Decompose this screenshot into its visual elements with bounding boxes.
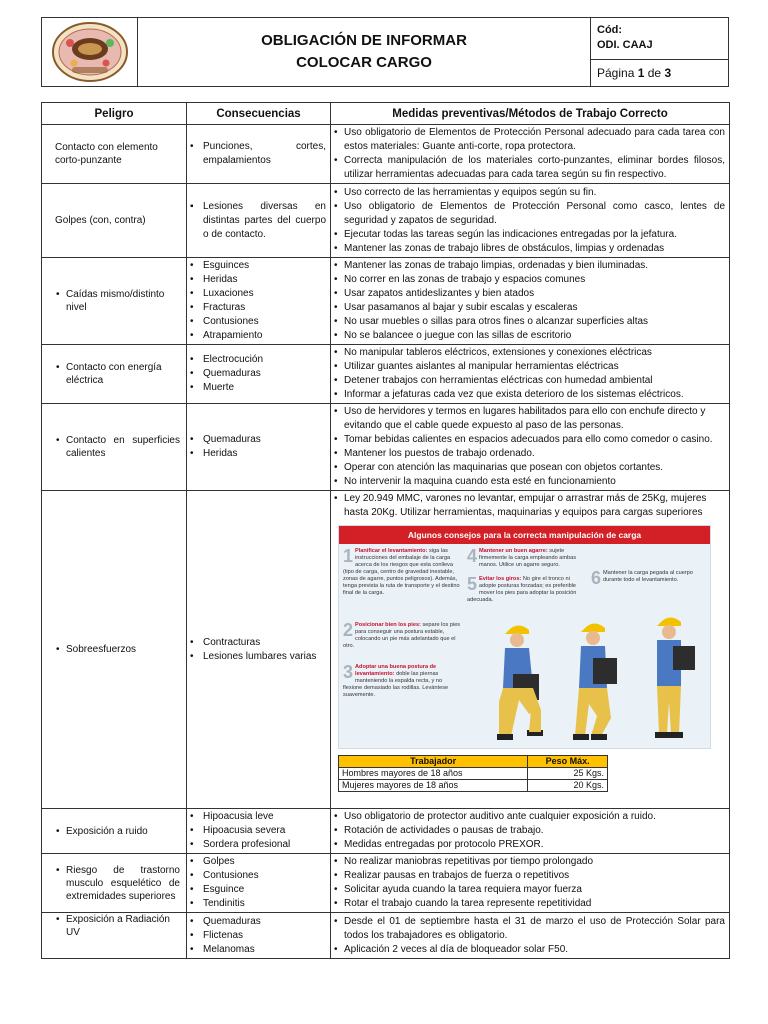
list-item: • Solicitar ayuda cuando la tarea requiera mayor fuerza <box>333 883 725 897</box>
document-title <box>138 18 591 86</box>
list-item: • Informar a jefaturas cada vez que exista deterioro de los sistemas eléctricos. <box>333 388 725 402</box>
peligro-cell: Golpes (con, contra) <box>42 184 187 258</box>
trabajador-cell: Mujeres mayores de 18 años <box>339 780 528 792</box>
list-item: • Operar con atención las maquinarias que posean con objetos cortantes. <box>333 461 725 475</box>
list-item: • Uso correcto de las herramientas y equipos según su fin. <box>333 186 725 200</box>
list-item: • Utilizar guantes aislantes al manipular herramientas eléctricas <box>333 360 725 374</box>
list-item: • Mantener los puestos de trabajo ordenado. <box>333 447 725 461</box>
list-item: • Esguince <box>189 883 326 897</box>
list-item: • Ley 20.949 MMC, varones no levantar, empujar o arrastrar más de 25Kg, mujeres hasta 20Kg. Utilizar herramientas, maquinarias y equipos para cargas superiores <box>333 492 725 520</box>
list-item: • Mantener las zonas de trabajo limpias, ordenadas y bien iluminadas. <box>333 259 725 273</box>
logo-cell <box>42 18 138 86</box>
illustration-banner: Algunos consejos para la correcta manipulación de carga <box>339 526 710 544</box>
list-item: • Sobreesfuerzos <box>55 643 180 656</box>
list-item: • No se balancee o juegue con las sillas de escritorio <box>333 329 725 343</box>
code-value: ODI. CAAJ <box>597 39 653 51</box>
consecuencias-cell <box>187 258 331 345</box>
consecuencias-cell <box>187 125 331 184</box>
consecuencias-cell <box>187 854 331 913</box>
list-item: • Heridas <box>189 447 326 461</box>
risk-table <box>41 102 730 959</box>
list-item: • Uso obligatorio de protector auditivo ante cualquier exposición a ruido. <box>333 810 725 824</box>
list-item: • Exposición a Radiación UV <box>55 913 180 939</box>
list-item: • Usar zapatos antideslizantes y bien atados <box>333 287 725 301</box>
medidas-cell <box>331 491 730 809</box>
list-item: • Realizar pausas en trabajos de fuerza o repetitivos <box>333 869 725 883</box>
list-item: • Flictenas <box>189 929 326 943</box>
page-current: 1 <box>637 66 645 80</box>
table-row <box>42 404 730 491</box>
list-item: • Electrocución <box>189 353 326 367</box>
medidas-cell <box>331 913 730 959</box>
list-item: • Esguinces <box>189 259 326 273</box>
table-row <box>42 258 730 345</box>
list-item: • Quemaduras <box>189 915 326 929</box>
list-item: • Hipoacusia severa <box>189 824 326 838</box>
medidas-cell <box>331 809 730 854</box>
list-item: • Uso de hervidores y termos en lugares habilitados para ello con enchufe directo y evitando que el cable quede expuesto al paso de las personas. <box>333 405 725 433</box>
peligro-cell <box>42 809 187 854</box>
list-item: • No correr en las zonas de trabajo y espacios comunes <box>333 273 725 287</box>
list-item: • Correcta manipulación de los materiales corto-punzantes, eliminar bordes filosos, utilizar herramientas adecuadas para cada tarea según su fin respectivo. <box>333 154 725 182</box>
table-row <box>42 184 730 258</box>
peligro-cell <box>42 913 187 959</box>
peligro-cell: Contacto con elemento corto-punzante <box>42 125 187 184</box>
peligro-cell <box>42 345 187 404</box>
peso-header-row <box>339 756 608 768</box>
list-item: • Quemaduras <box>189 433 326 447</box>
peso-col-peso: Peso Máx. <box>528 756 608 768</box>
list-item: • Luxaciones <box>189 287 326 301</box>
page-indicator <box>591 60 728 86</box>
table-header-row <box>42 103 730 125</box>
list-item: • Aplicación 2 veces al día de bloqueador solar F50. <box>333 943 725 957</box>
consecuencias-cell <box>187 913 331 959</box>
tip-5: 5 Evitar los giros: No gire el tronco ni adopte posturas forzadas; es preferible mover los pies para adoptar la posición adecuada. <box>467 574 577 603</box>
worker-lifting-icon <box>563 618 633 743</box>
peligro-cell <box>42 491 187 809</box>
lifting-tips-illustration <box>338 525 711 749</box>
table-row <box>42 345 730 404</box>
peso-cell: 20 Kgs. <box>528 780 608 792</box>
peligro-cell <box>42 258 187 345</box>
list-item: • Ejecutar todas las tareas según las indicaciones entregadas por la jefatura. <box>333 228 725 242</box>
peso-cell: 25 Kgs. <box>528 768 608 780</box>
medidas-cell <box>331 854 730 913</box>
fine-print-line <box>41 97 729 100</box>
tip-3: 3 Adoptar una buena postura de levantamiento: doble las piernas manteniendo la espalda recta, y no flexione demasiado las rodillas. Levántese suavemente. <box>343 662 449 698</box>
peso-col-trabajador: Trabajador <box>339 756 528 768</box>
list-item: • No manipular tableros eléctricos, extensiones y conexiones eléctricas <box>333 346 725 360</box>
list-item: • Usar pasamanos al bajar y subir escalas y escaleras <box>333 301 725 315</box>
list-item: • Fracturas <box>189 301 326 315</box>
code-cell <box>591 18 728 86</box>
medidas-cell <box>331 258 730 345</box>
list-item: • Uso obligatorio de Elementos de Protección Personal adecuado para cada tarea con estos materiales: Guante anti-corte, ropa protectora. <box>333 126 725 154</box>
col-header-medidas: Medidas preventivas/Métodos de Trabajo Correcto <box>331 103 730 125</box>
consecuencias-cell <box>187 345 331 404</box>
table-row <box>42 913 730 959</box>
list-item: • Mantener las zonas de trabajo libres de obstáculos, limpias y ordenadas <box>333 242 725 256</box>
list-item: • Heridas <box>189 273 326 287</box>
document-code <box>591 18 728 60</box>
title-line-2: COLOCAR CARGO <box>296 54 432 71</box>
medidas-cell <box>331 345 730 404</box>
consecuencias-cell <box>187 184 331 258</box>
list-item: • Medidas entregadas por protocolo PREXOR. <box>333 838 725 852</box>
peligro-cell <box>42 404 187 491</box>
list-item: • Muerte <box>189 381 326 395</box>
peligro-cell <box>42 854 187 913</box>
list-item: • Detener trabajos con herramientas eléctricas con humedad ambiental <box>333 374 725 388</box>
page-word: Página <box>597 66 635 80</box>
table-row <box>42 125 730 184</box>
list-item: • Caídas mismo/distinto nivel <box>55 288 180 314</box>
list-item: • Rotar el trabajo cuando la tarea represente repetitividad <box>333 897 725 911</box>
list-item: • Rotación de actividades o pausas de trabajo. <box>333 824 725 838</box>
page-total: 3 <box>664 66 672 80</box>
table-row <box>42 854 730 913</box>
list-item: • Lesiones lumbares varias <box>189 650 326 664</box>
list-item: • Contusiones <box>189 869 326 883</box>
col-header-peligro: Peligro <box>42 103 187 125</box>
title-line-1: OBLIGACIÓN DE INFORMAR <box>261 32 467 49</box>
list-item: • Melanomas <box>189 943 326 957</box>
worker-standing-icon <box>637 612 707 743</box>
list-item: • No usar muebles o sillas para otros fines o alcanzar superficies altas <box>333 315 725 329</box>
medidas-cell <box>331 404 730 491</box>
list-item: • Contracturas <box>189 636 326 650</box>
medidas-cell <box>331 184 730 258</box>
list-item: • Desde el 01 de septiembre hasta el 31 de marzo el uso de Protección Solar para todos los trabajadores es obligatorio. <box>333 915 725 943</box>
table-row <box>339 780 608 792</box>
consecuencias-cell <box>187 809 331 854</box>
trabajador-cell: Hombres mayores de 18 años <box>339 768 528 780</box>
list-item: • Riesgo de trastorno musculo esquelético de extremidades superiores <box>55 864 180 903</box>
document-header <box>41 17 729 87</box>
consecuencias-cell <box>187 404 331 491</box>
list-item: • Hipoacusia leve <box>189 810 326 824</box>
list-item: • Contacto con energía eléctrica <box>55 361 180 387</box>
list-item: • No intervenir la maquina cuando esta esté en funcionamiento <box>333 475 725 489</box>
list-item: ▪ Lesiones diversas en distintas partes del cuerpo o de contacto. <box>189 200 326 242</box>
list-item: • Punciones, cortes, empalamientos <box>189 140 326 168</box>
code-label: Cód: <box>597 24 623 36</box>
peso-maximo-table <box>338 755 608 792</box>
list-item: • No realizar maniobras repetitivas por tiempo prolongado <box>333 855 725 869</box>
circular-badge-logo <box>50 21 130 83</box>
consecuencias-cell <box>187 491 331 809</box>
worker-crouching-icon <box>489 618 559 743</box>
table-row <box>339 768 608 780</box>
list-item: • Exposición a ruido <box>55 825 180 838</box>
tip-4: 4 Mantener un buen agarre: sujete firmemente la carga empleando ambas manos. Utilice un agarre seguro. <box>467 546 577 568</box>
col-header-consecuencias: Consecuencias <box>187 103 331 125</box>
tip-6: 6 Mantener la carga pegada al cuerpo durante todo el levantamiento. <box>591 568 693 588</box>
list-item: • Contusiones <box>189 315 326 329</box>
list-item: • Uso obligatorio de Elementos de Protección Personal como casco, lentes de seguridad y zapatos de seguridad. <box>333 200 725 228</box>
list-item: • Tomar bebidas calientes en espacios adecuados para ello como comedor o casino. <box>333 433 725 447</box>
list-item: • Tendinitis <box>189 897 326 911</box>
medidas-cell <box>331 125 730 184</box>
page-of: de <box>647 66 662 80</box>
tip-2: 2 Posicionar bien los pies: separe los pies para conseguir una postura estable, colocando un pie más adelantado que el otro. <box>343 620 461 649</box>
list-item: • Sordera profesional <box>189 838 326 852</box>
table-row <box>42 491 730 809</box>
tip-1: 1 Planificar el levantamiento: siga las instrucciones del embalaje de la carga acerca de los riesgos que esta conlleva (tipo de carga, centro de gravedad inestable, zonas de agarre, puntos peligrosos). Además, tenga prevista la ruta de transporte y el destino final de la carga. <box>343 546 460 596</box>
list-item: • Contacto en superficies calientes <box>55 434 180 460</box>
list-item: • Atrapamiento <box>189 329 326 343</box>
list-item: • Quemaduras <box>189 367 326 381</box>
table-row <box>42 809 730 854</box>
list-item: • Golpes <box>189 855 326 869</box>
